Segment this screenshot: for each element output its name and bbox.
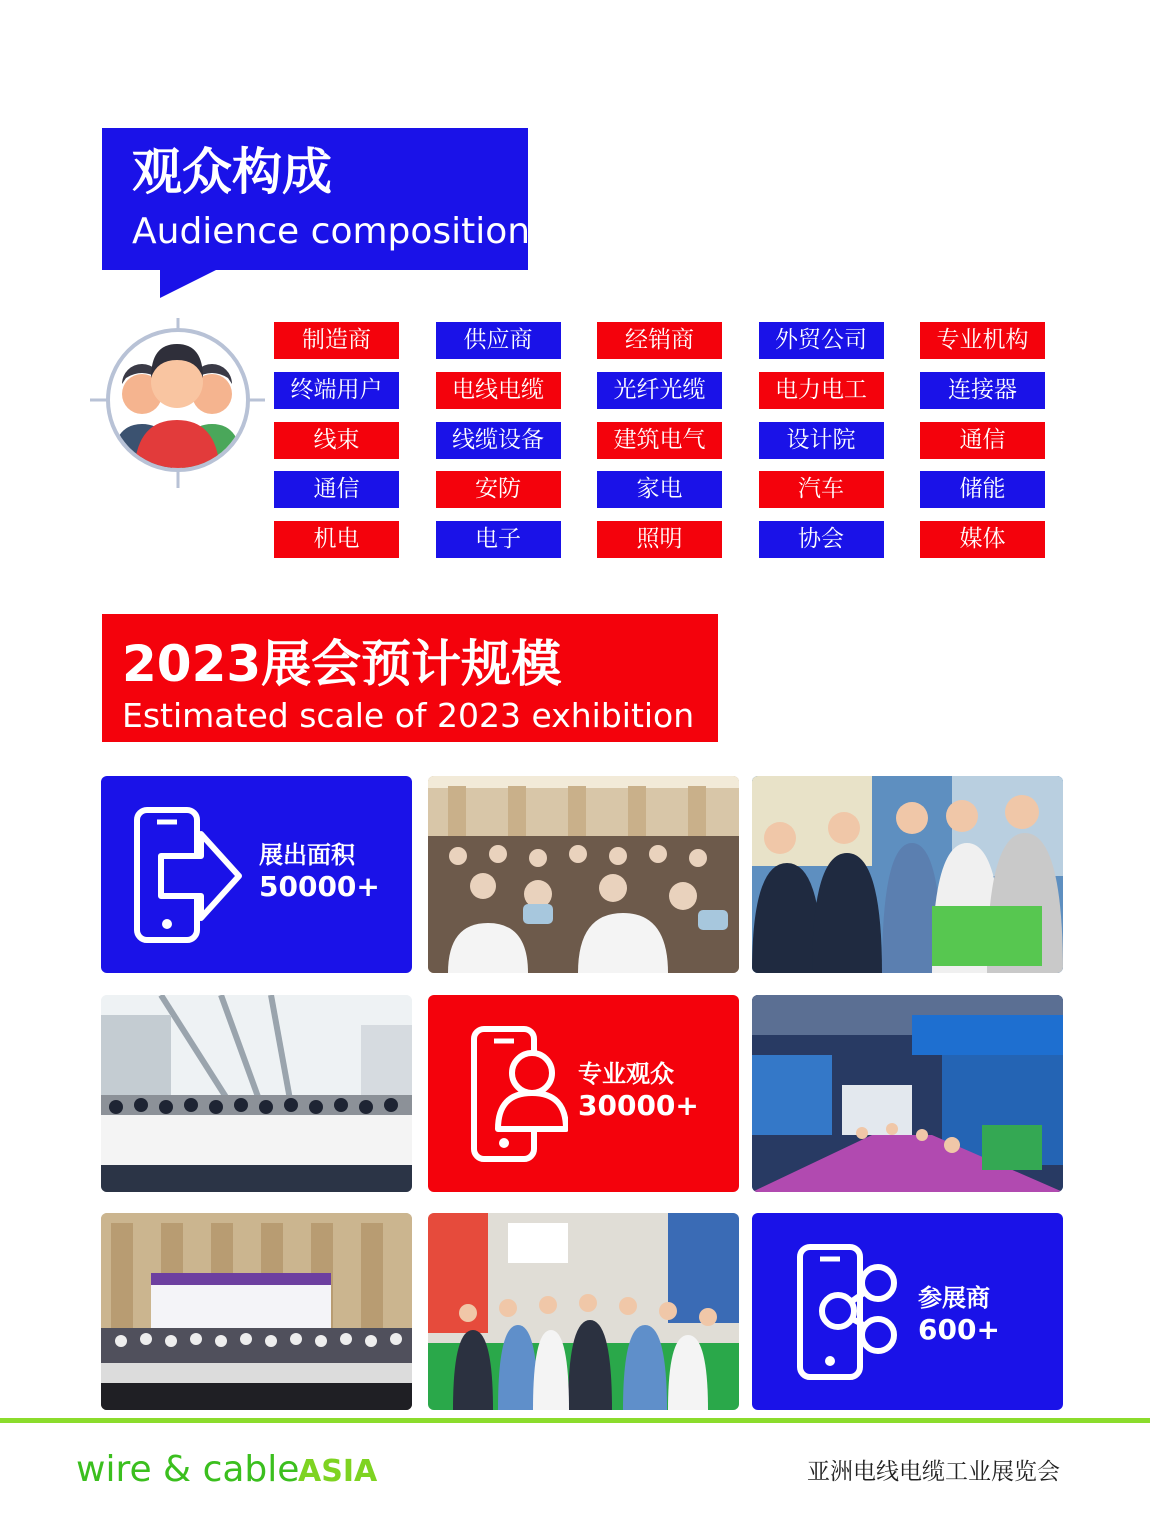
audience-tag: 照明 — [597, 521, 722, 558]
stat-value: 30000+ — [578, 1089, 699, 1122]
stat-tile-area — [101, 776, 412, 973]
audience-group-icon — [90, 318, 265, 488]
audience-tag: 汽车 — [759, 471, 884, 508]
photo-forum-hall — [101, 1213, 412, 1410]
speech-tail — [160, 268, 220, 298]
stat-tile-exhibitors — [752, 1213, 1063, 1410]
audience-tag: 专业机构 — [920, 322, 1045, 359]
audience-tag: 家电 — [597, 471, 722, 508]
audience-tag: 线缆设备 — [436, 422, 561, 459]
stat-label: 参展商 — [918, 1284, 990, 1312]
photo-aisle-crowd — [428, 1213, 739, 1410]
audience-tag: 建筑电气 — [597, 422, 722, 459]
audience-tag: 终端用户 — [274, 372, 399, 409]
stat-area — [259, 840, 380, 904]
audience-tag: 电力电工 — [759, 372, 884, 409]
audience-tag: 线束 — [274, 422, 399, 459]
photo-conference-audience — [428, 776, 739, 973]
audience-header — [102, 128, 531, 270]
audience-tag: 媒体 — [920, 521, 1045, 558]
stat-value: 50000+ — [259, 870, 380, 903]
audience-tag: 安防 — [436, 471, 561, 508]
brand-suffix: ASIA — [298, 1454, 378, 1489]
audience-title-en: Audience composition — [132, 211, 531, 252]
stat-value: 600+ — [918, 1313, 1000, 1346]
photo-booth-visitors — [752, 776, 1063, 973]
phone-share-icon — [794, 1243, 904, 1383]
audience-tag: 外贸公司 — [759, 322, 884, 359]
phone-arrow-icon — [131, 806, 246, 946]
audience-title-cn: 观众构成 — [132, 143, 332, 201]
audience-tag: 电线电缆 — [436, 372, 561, 409]
audience-tag: 协会 — [759, 521, 884, 558]
audience-tag: 供应商 — [436, 322, 561, 359]
audience-tag: 储能 — [920, 471, 1045, 508]
stat-exhibitors — [918, 1283, 1000, 1347]
scale-header — [102, 614, 718, 742]
audience-tag: 通信 — [274, 471, 399, 508]
brand-logo: wire & cable — [76, 1449, 300, 1490]
audience-tag: 机电 — [274, 521, 399, 558]
stat-label: 专业观众 — [578, 1060, 674, 1088]
audience-tag: 设计院 — [759, 422, 884, 459]
audience-tag: 通信 — [920, 422, 1045, 459]
stat-visitors — [578, 1059, 699, 1123]
audience-tag: 光纤光缆 — [597, 372, 722, 409]
audience-tag: 制造商 — [274, 322, 399, 359]
audience-tags — [274, 322, 1044, 558]
scale-title-en: Estimated scale of 2023 exhibition — [122, 696, 695, 735]
stat-tile-visitors — [428, 995, 739, 1192]
scale-title-cn: 2023展会预计规模 — [122, 635, 562, 693]
audience-tag: 电子 — [436, 521, 561, 558]
photo-exhibition-hall — [752, 995, 1063, 1192]
audience-tag: 经销商 — [597, 322, 722, 359]
photo-entrance-queue — [101, 995, 412, 1192]
footer-exhibition-name: 亚洲电线电缆工业展览会 — [807, 1459, 1060, 1485]
phone-person-icon — [468, 1025, 568, 1165]
audience-tag: 连接器 — [920, 372, 1045, 409]
footer-rule — [0, 1418, 1150, 1423]
stat-label: 展出面积 — [259, 841, 355, 869]
